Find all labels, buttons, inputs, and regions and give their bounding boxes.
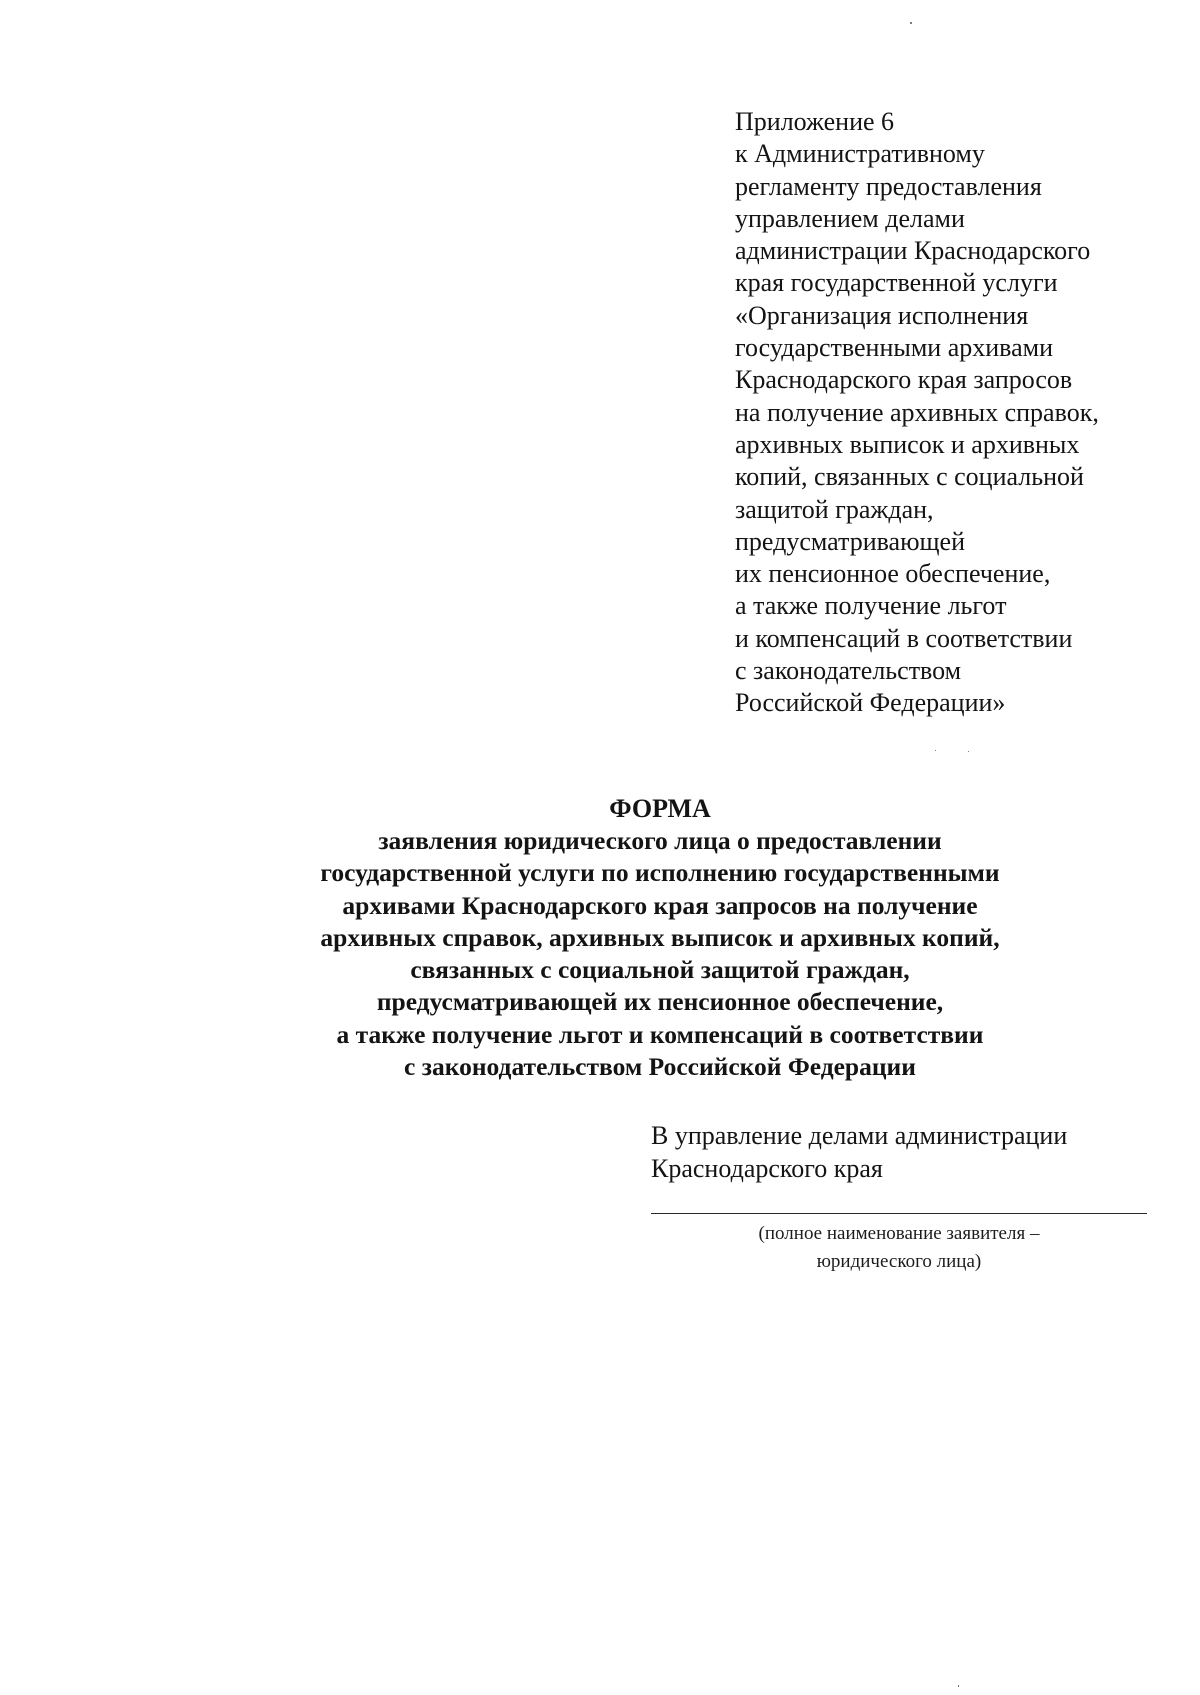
applicant-name-field[interactable] — [651, 1213, 1147, 1214]
appendix-line: «Организация исполнения — [735, 300, 1029, 330]
addressee-block — [651, 1119, 1171, 1185]
appendix-line: администрации Краснодарского — [735, 236, 1091, 266]
appendix-line: предусматривающей — [735, 526, 965, 556]
form-subtitle-line: государственной услуги по исполнению государственными — [320, 858, 1000, 888]
appendix-reference — [735, 106, 1175, 720]
scan-speck — [968, 751, 969, 752]
form-subtitle-line: связанных с социальной защитой граждан, — [410, 955, 910, 985]
appendix-line: их пенсионное обеспечение, — [735, 559, 1051, 589]
appendix-line: края государственной услуги — [735, 268, 1058, 298]
appendix-line: к Административному — [735, 139, 985, 169]
form-title: ФОРМА — [609, 794, 711, 823]
appendix-line: а также получение льгот — [735, 591, 1007, 621]
addressee-line: Краснодарского края — [651, 1154, 883, 1183]
appendix-line: защитой граждан, — [735, 494, 934, 524]
applicant-hint-line: юридического лица) — [816, 1251, 982, 1272]
appendix-line: регламенту предоставления — [735, 171, 1042, 201]
applicant-field-hint — [651, 1220, 1147, 1276]
addressee-line: В управление делами администрации — [651, 1121, 1068, 1150]
appendix-line: и компенсаций в соответствии — [735, 623, 1073, 653]
form-subtitle-line: архивных справок, архивных выписок и архивных копий, — [320, 922, 1000, 952]
appendix-line: копий, связанных с социальной — [735, 462, 1084, 492]
appendix-line: архивных выписок и архивных — [735, 429, 1080, 459]
appendix-line: управлением делами — [735, 203, 965, 233]
form-subtitle-line: архивами Краснодарского края запросов на получение — [342, 890, 978, 920]
form-subtitle-line: предусматривающей их пенсионное обеспечение, — [376, 987, 944, 1017]
form-subtitle-line: заявления юридического лица о предоставлении — [378, 826, 942, 855]
form-subtitle-line: а также получение льгот и компенсаций в соответствии — [336, 1019, 984, 1049]
appendix-line: Краснодарского края запросов — [735, 365, 1073, 395]
appendix-line: на получение архивных справок, — [735, 397, 1099, 427]
applicant-hint-line: (полное наименование заявителя – — [758, 1223, 1040, 1244]
appendix-line: с законодательством — [735, 656, 962, 686]
scan-speck — [958, 1685, 959, 1687]
scan-speck — [910, 22, 912, 24]
form-subtitle-line: с законодательством Российской Федерации — [404, 1052, 916, 1082]
appendix-line: Российской Федерации» — [735, 688, 1006, 718]
form-subtitle — [0, 825, 1200, 1083]
appendix-line: Приложение 6 — [735, 107, 895, 136]
scan-speck — [935, 750, 936, 751]
appendix-line: государственными архивами — [735, 333, 1054, 363]
